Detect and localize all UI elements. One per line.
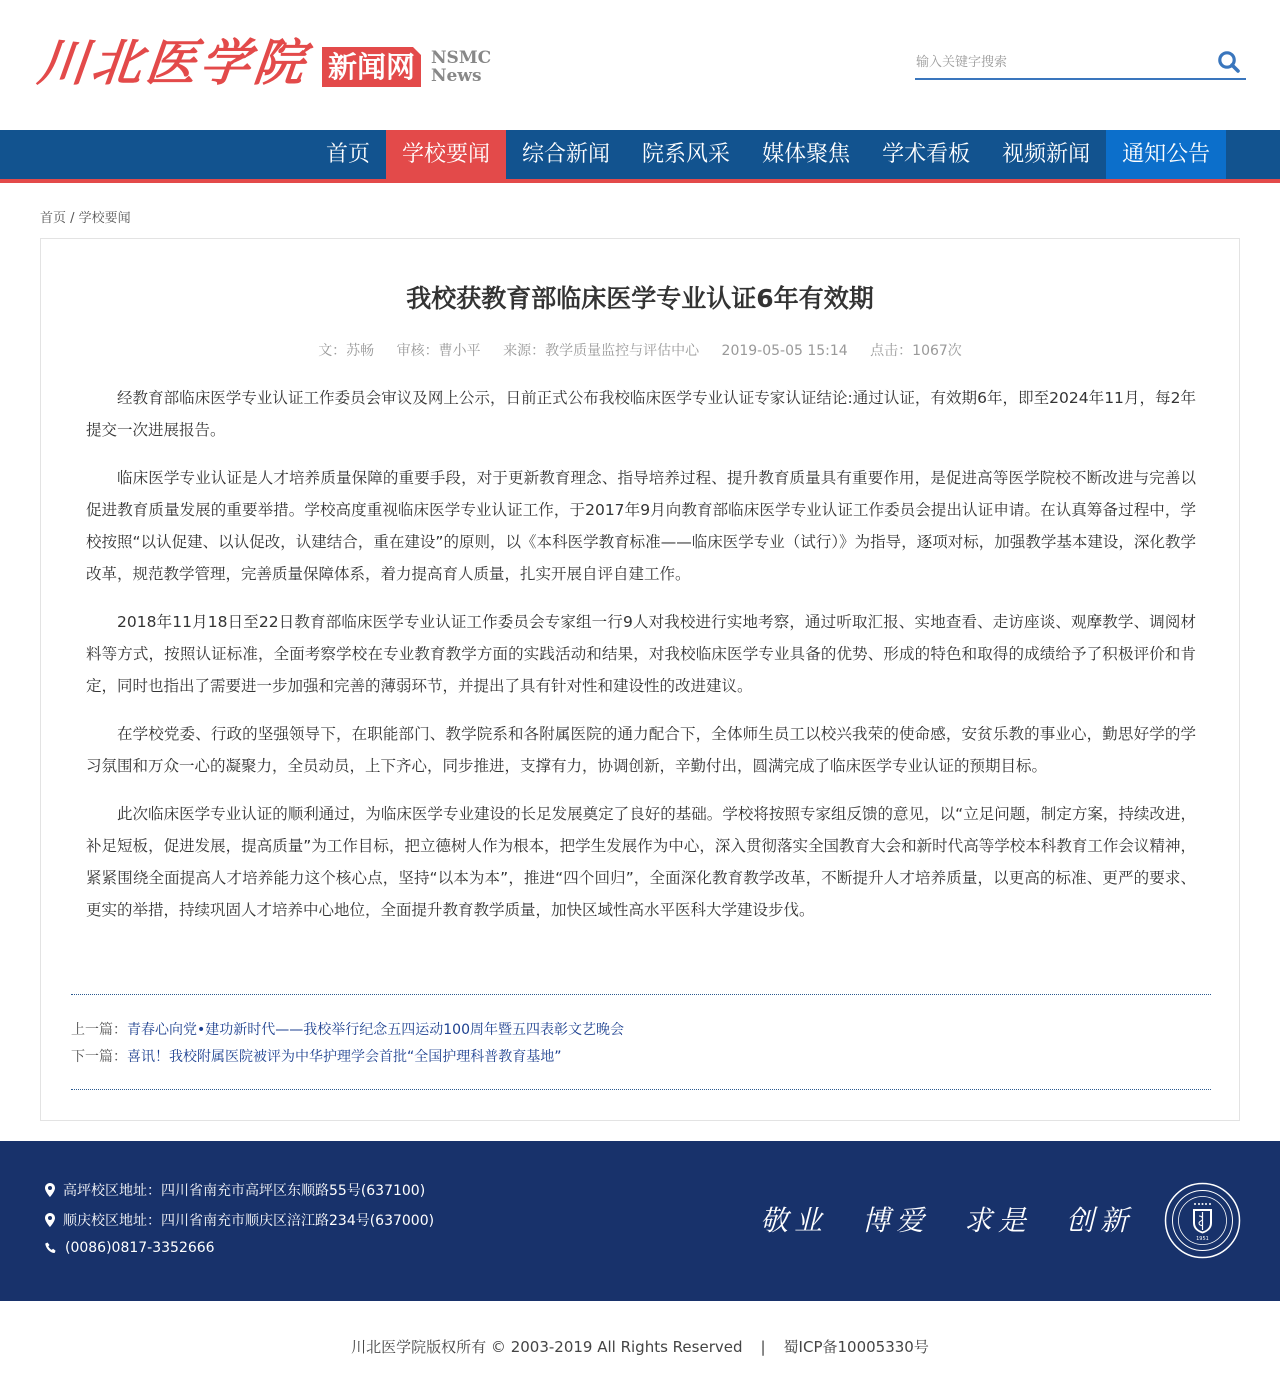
article-paragraph: 经教育部临床医学专业认证工作委员会审议及网上公示，日前正式公布我校临床医学专业认证专家认证结论:通过认证，有效期6年，即至2024年11月，每2年提交一次进展报告。 xyxy=(86,389,1196,439)
logo-en-line2: News xyxy=(431,66,482,86)
location-pin-icon xyxy=(45,1213,55,1227)
article-container xyxy=(40,238,1240,1121)
nav-item-academic-board[interactable]: 学术看板 xyxy=(882,142,971,167)
location-pin-icon xyxy=(45,1183,55,1197)
nav-item-media-focus[interactable]: 媒体聚焦 xyxy=(762,142,851,167)
copyright-text: 川北医学院版权所有 © 2003-2019 All Rights Reserved xyxy=(351,1338,743,1356)
icp-number[interactable]: 蜀ICP备10005330号 xyxy=(783,1338,929,1356)
meta-datetime: 2019-05-05 15:14 xyxy=(721,343,848,359)
nav-item-notices[interactable]: 通知公告 xyxy=(1106,130,1226,179)
nav-item-school-news[interactable]: 学校要闻 xyxy=(386,130,506,179)
search-box xyxy=(915,46,1246,80)
copyright-bar xyxy=(0,1336,1280,1357)
search-icon xyxy=(1216,49,1242,75)
school-motto xyxy=(760,1199,1134,1239)
motto-item: 敬业 xyxy=(760,1204,829,1237)
next-article xyxy=(71,1046,562,1066)
nav-item-general-news[interactable]: 综合新闻 xyxy=(522,142,611,167)
logo-calligraphy: 川北医学院 xyxy=(34,33,312,92)
divider-bottom xyxy=(71,1089,1211,1090)
prev-label: 上一篇： xyxy=(71,1022,127,1038)
main-nav xyxy=(0,130,1280,183)
next-article-link[interactable]: 喜讯！我校附属医院被评为中华护理学会首批“全国护理科普教育基地” xyxy=(127,1049,562,1065)
breadcrumb-separator: / xyxy=(66,211,79,226)
search-input[interactable] xyxy=(915,46,1205,78)
article-paragraph: 2018年11月18日至22日教育部临床医学专业认证工作委员会专家组一行9人对我校进行实地考察，通过听取汇报、实地查看、走访座谈、观摩教学、调阅材料等方式，按照认证标准，全面考察学校在专业教育教学方面的实践活动和结果，对我校临床医学专业具备的优势、形成的特色和取得的成绩给予了积极评价和肯定，同时也指出了需要进一步加强和完善的薄弱环节，并提出了具有针对性和建设性的改进建议。 xyxy=(86,613,1196,695)
meta-reviewer: 审核：曹小平 xyxy=(396,343,481,359)
logo-en-line1: NSMC xyxy=(431,48,492,68)
article-meta xyxy=(41,340,1239,360)
logo-english xyxy=(431,49,491,85)
search-button[interactable] xyxy=(1216,49,1242,75)
meta-source: 来源：教学质量监控与评估中心 xyxy=(503,343,700,359)
nav-item-departments[interactable]: 院系风采 xyxy=(642,142,731,167)
breadcrumb-home[interactable]: 首页 xyxy=(40,211,67,226)
nav-item-video-news[interactable]: 视频新闻 xyxy=(1002,142,1091,167)
next-label: 下一篇： xyxy=(71,1049,127,1065)
footer-address-gaoping xyxy=(45,1180,425,1200)
phone-text: (0086)0817-3352666 xyxy=(65,1240,215,1256)
article-paragraph: 此次临床医学专业认证的顺利通过，为临床医学专业建设的长足发展奠定了良好的基础。学校将按照专家组反馈的意见，以“立足问题，制定方案，持续改进，补足短板，促进发展，提高质量”为工作目标，把立德树人作为根本，把学生发展作为中心，深入贯彻落实全国教育大会和新时代高等学校本科教育工作会议精神，紧紧围绕全面提高人才培养能力这个核心点，坚持“以本为本”，推进“四个回归”，全面深化教育教学改革，不断提升人才培养质量，以更高的标准、更严的要求、更实的举措，持续巩固人才培养中心地位，全面提升教育教学质量，加快区域性高水平医科大学建设步伐。 xyxy=(86,805,1196,919)
article-paragraph: 临床医学专业认证是人才培养质量保障的重要手段，对于更新教育理念、指导培养过程、提升教育质量具有重要作用，是促进高等医学院校不断改进与完善以促进教育质量发展的重要举措。学校高度重视临床医学专业认证工作，于2017年9月向教育部临床医学专业认证工作委员会提出认证申请。在认真筹备过程中，学校按照“以认促建、以认促改，认建结合，重在建设”的原则，以《本科医学教育标准——临床医学专业（试行）》为指导，逐项对标，加强教学基本建设，深化教学改革，规范教学管理，完善质量保障体系，着力提高育人质量，扎实开展自评自建工作。 xyxy=(86,469,1196,583)
article-body xyxy=(86,382,1196,942)
prev-article-link[interactable]: 青春心向党•建功新时代——我校举行纪念五四运动100周年暨五四表彰文艺晚会 xyxy=(127,1022,624,1038)
phone-icon xyxy=(45,1242,57,1254)
article-title: 我校获教育部临床医学专业认证6年有效期 xyxy=(406,284,874,313)
site-logo[interactable] xyxy=(34,28,492,98)
divider-top xyxy=(71,994,1211,995)
logo-badge: 新闻网 xyxy=(322,47,421,87)
site-header xyxy=(0,0,1280,130)
footer-phone xyxy=(45,1240,215,1256)
motto-item: 创新 xyxy=(1066,1204,1135,1237)
footer-address-shunqing xyxy=(45,1210,434,1230)
prev-article xyxy=(71,1019,624,1039)
address-text: 顺庆校区地址：四川省南充市顺庆区涪江路234号(637000) xyxy=(63,1213,435,1229)
copyright-separator: | xyxy=(760,1338,766,1356)
breadcrumb xyxy=(40,207,131,226)
meta-clicks: 点击：1067次 xyxy=(870,343,962,359)
motto-item: 博爱 xyxy=(862,1204,931,1237)
meta-author: 文：苏畅 xyxy=(318,343,375,359)
school-emblem-icon xyxy=(1164,1182,1241,1259)
nav-item-home[interactable]: 首页 xyxy=(326,142,371,167)
article-paragraph: 在学校党委、行政的坚强领导下，在职能部门、教学院系和各附属医院的通力配合下，全体师生员工以校兴我荣的使命感，安贫乐教的事业心，勤思好学的学习氛围和万众一心的凝聚力，全员动员，上下齐心，同步推进，支撑有力，协调创新，辛勤付出，圆满完成了临床医学专业认证的预期目标。 xyxy=(86,725,1196,775)
address-text: 高坪校区地址：四川省南充市高坪区东顺路55号(637100) xyxy=(63,1183,426,1199)
motto-item: 求是 xyxy=(964,1204,1033,1237)
breadcrumb-current[interactable]: 学校要闻 xyxy=(78,211,131,226)
svg-text:1951: 1951 xyxy=(1196,1236,1209,1242)
site-footer xyxy=(0,1141,1280,1301)
